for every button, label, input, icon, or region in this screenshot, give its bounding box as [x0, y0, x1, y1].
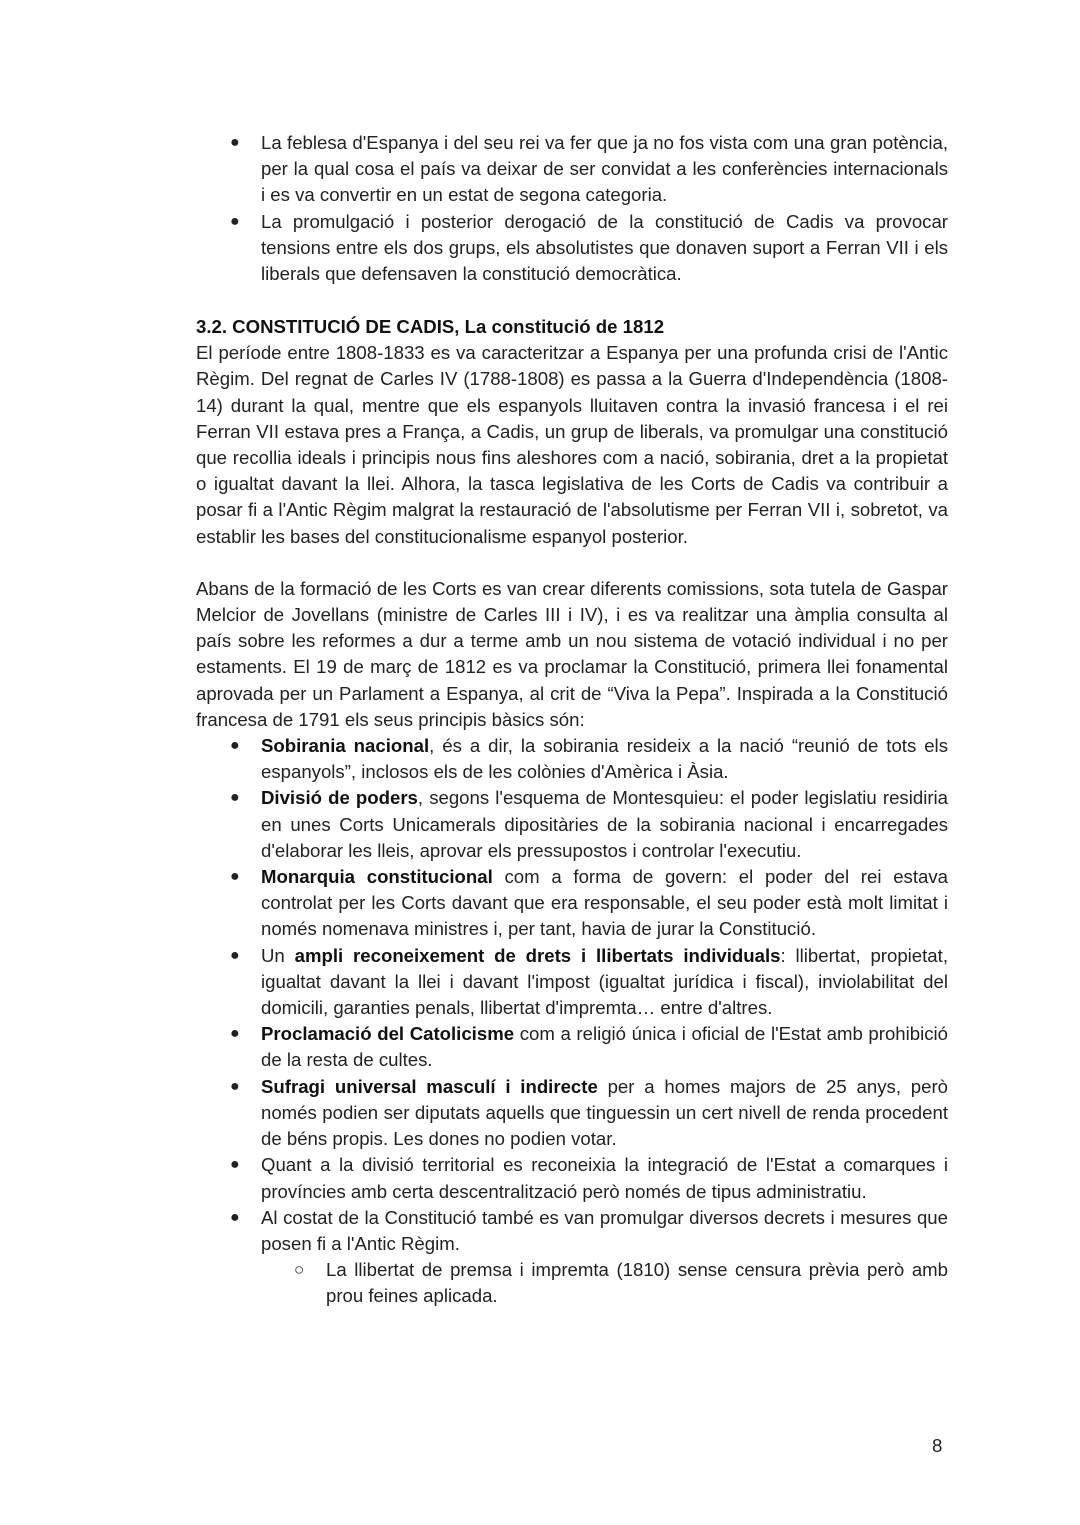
section-constitucio — [196, 314, 948, 1310]
list-item — [196, 1021, 948, 1073]
paragraph: El període entre 1808-1833 es va caracteritzar a Espanya per una profunda crisi de l'Antic Règim. Del regnat de Carles IV (1788-1808) es passa a la Guerra d'Independència (1808-14) durant la qual, mentre que els espanyols lluitaven contra la invasió francesa i el rei Ferran VII estava pres a França, a Cadis, un grup de liberals, va promulgar una constitució que recollia ideals i principis nous fins aleshores com a nació, sobirania, dret a la propietat o igualtat davant la llei. Alhora, la tasca legislativa de les Corts de Cadis va contribuir a posar fi a l'Antic Règim malgrat la restauració de l'absolutisme per Ferran VII i, sobretot, va establir les bases del constitucionalisme espanyol posterior. — [196, 342, 948, 547]
sub-list-item — [196, 1257, 948, 1309]
bullet-icon: ● — [230, 1156, 240, 1174]
bullet-icon: ● — [230, 212, 240, 230]
principles-list — [196, 733, 948, 1257]
bullet-rest: : llibertat, propietat, igualtat davant la llei i davant l'impost (igualtat jurídica i fiscal), inviolabilitat del domicili, garanties penals, llibertat d'impremta… entre d'altres. — [261, 944, 948, 1019]
bullet-rest: com a forma de govern: el poder del rei estava controlat per les Corts davant que era responsable, el seu poder està molt limitat i només nomenava ministres i, per tant, havia de jurar la Constitució. — [261, 866, 948, 940]
bullet-text: La promulgació i posterior derogació de la constitució de Cadis va provocar tensions entre els dos grups, els absolutistes que donaven suport a Ferran VII i els liberals que defensaven la constitució democràtica. — [261, 210, 948, 285]
top-bullet-list — [196, 130, 948, 287]
section-heading: 3.2. CONSTITUCIÓ DE CADIS, La constitució de 1812 — [196, 316, 665, 337]
bullet-rest: , segons l'esquema de Montesquieu: el poder legislatiu residiria en unes Corts Unicamerals dipositàries de la sobirania nacional i encarregades d'elaborar les lleis, aprovar els pressupostos i controlar l'executiu. — [261, 787, 948, 861]
bullet-icon: ● — [230, 1208, 240, 1226]
bullet-bold: Sobirania nacional — [261, 735, 430, 757]
bullet-bold: Monarquia constitucional — [261, 866, 493, 888]
bullet-bold: Sufragi universal masculí i indirecte — [261, 1075, 598, 1097]
bullet-text: La feblesa d'Espanya i del seu rei va fer que ja no fos vista com una gran potència, per la qual cosa el país va deixar de ser convidat a les conferències internacionals i es va convertir en un estat de segona categoria. — [261, 132, 948, 206]
list-item — [196, 785, 948, 864]
bullet-bold: ampli reconeixement de drets i llibertats individuals — [294, 944, 781, 966]
list-item — [196, 209, 948, 288]
bullet-rest: , és a dir, la sobirania resideix a la nació “reunió de tots els espanyols”, inclosos els de les colònies d'Amèrica i Àsia. — [261, 735, 948, 783]
list-item — [196, 1205, 948, 1257]
list-item — [196, 864, 948, 943]
bullet-rest: per a homes majors de 25 anys, però només podien ser diputats aquells que tinguessin un cert nivell de renda procedent de béns propis. Les dones no podien votar. — [261, 1075, 948, 1150]
list-item — [196, 733, 948, 785]
bullet-pre: Quant a la divisió territorial es reconeixia la integració de l'Estat a comarques i províncies amb certa descentralització però només de tipus administratiu. — [261, 1154, 948, 1202]
bullet-icon: ● — [230, 868, 240, 886]
list-item — [196, 1152, 948, 1204]
bullet-text: La llibertat de premsa i impremta (1810) sense censura prèvia però amb prou feines aplicada. — [326, 1259, 948, 1307]
paragraph: Abans de la formació de les Corts es van crear diferents comissions, sota tutela de Gaspar Melcior de Jovellans (ministre de Carles III i IV), i es va realitzar una àmplia consulta al país sobre les reformes a dur a terme amb un nou sistema de votació individual i no per estaments. El 19 de març de 1812 es va proclamar la Constitució, primera llei fonamental aprovada per un Parlament a Espanya, al crit de “Viva la Pepa”. Inspirada a la Constitució francesa de 1791 els seus principis bàsics són: — [196, 577, 948, 730]
bullet-pre: Un — [261, 944, 295, 966]
bullet-icon: ● — [230, 1025, 240, 1043]
page-number: 8 — [932, 1435, 943, 1456]
bullet-icon: ● — [230, 737, 240, 755]
bullet-icon: ● — [230, 134, 240, 151]
bullet-icon: ● — [230, 946, 240, 964]
bullet-icon: ● — [230, 789, 240, 807]
bullet-icon: ● — [230, 1077, 240, 1095]
bullet-bold: Proclamació del Catolicisme — [261, 1023, 515, 1045]
circle-bullet-icon: ○ — [294, 1260, 305, 1280]
bullet-rest: com a religió única i oficial de l'Estat amb prohibició de la resta de cultes. — [261, 1023, 948, 1071]
list-item — [196, 1074, 948, 1153]
bullet-bold: Divisió de poders — [261, 787, 418, 809]
bullet-pre: Al costat de la Constitució també es van promulgar diversos decrets i mesures que posen fi a l'Antic Règim. — [261, 1206, 948, 1254]
list-item — [196, 943, 948, 1022]
list-item — [196, 130, 948, 209]
